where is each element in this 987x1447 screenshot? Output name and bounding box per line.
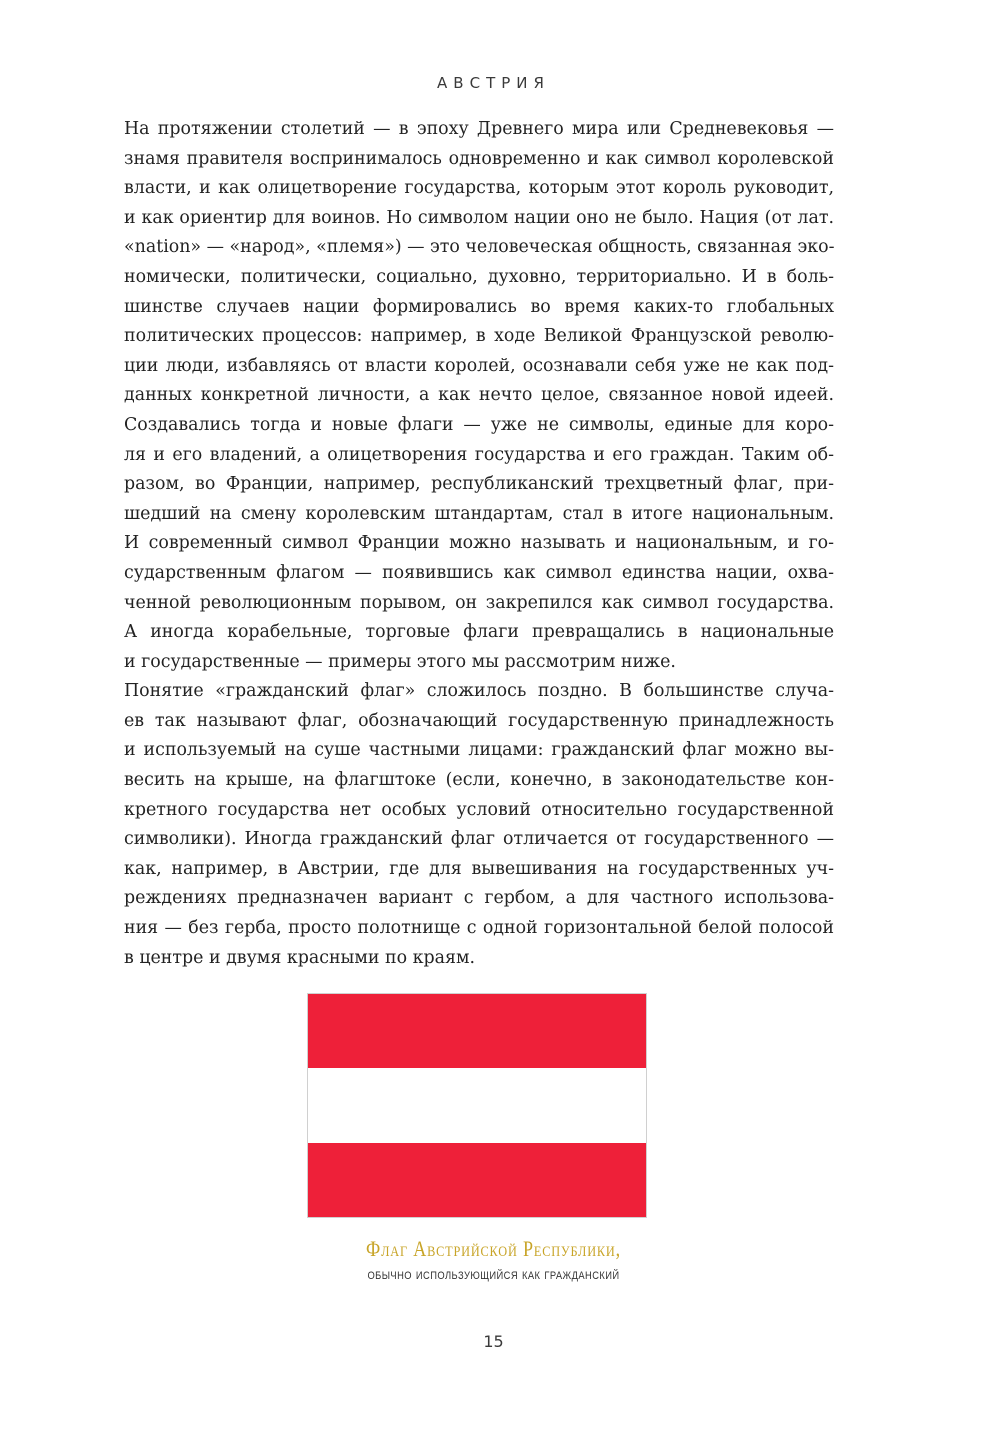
body-line: ля и его владений, а олицетворения государства и его граждан. Таким об- — [124, 444, 834, 465]
figure-caption-title: Флаг Австрийской Республики, — [366, 1236, 621, 1261]
body-line: шедший на смену королевским штандартам, стал в итоге национальным. — [124, 503, 834, 524]
flag-stripe-middle — [308, 1068, 646, 1142]
austria-flag-image — [307, 993, 647, 1218]
body-line: как, например, в Австрии, где для вывешивания на государственных уч- — [124, 858, 834, 879]
body-line: разом, во Франции, например, республиканский трехцветный флаг, при- — [124, 474, 834, 495]
body-line: Создавались тогда и новые флаги — уже не символы, единые для коро- — [124, 414, 834, 435]
body-line: ченной революционным порывом, он закрепился как символ государства. — [124, 592, 834, 613]
body-line: и государственные — примеры этого мы рассмотрим ниже. — [124, 651, 676, 672]
body-line: власти, и как олицетворение государства, которым этот король руководит, — [124, 178, 834, 199]
body-line: реждениях предназначен вариант с гербом, а для частного использова- — [124, 888, 834, 909]
body-line: кретного государства нет особых условий относительно государственной — [124, 799, 834, 820]
body-line: в центре и двумя красными по краям. — [124, 947, 476, 968]
flag-stripe-top — [308, 994, 646, 1068]
body-line: ния — без герба, просто полотнище с одной горизонтальной белой полосой — [124, 918, 834, 939]
body-line: и как ориентир для воинов. Но символом нации оно не было. Нация (от лат. — [124, 207, 834, 228]
body-line: шинстве случаев нации формировались во время каких-то глобальных — [124, 296, 834, 317]
body-line: весить на крыше, на флагштоке (если, конечно, в законодательстве кон- — [124, 770, 834, 791]
body-line: и используемый на суше частными лицами: гражданский флаг можно вы- — [124, 740, 834, 761]
body-line: символики). Иногда гражданский флаг отличается от государственного — — [124, 829, 834, 850]
flag-stripe-bottom — [308, 1143, 646, 1217]
body-line: Понятие «гражданский флаг» сложилось поздно. В большинстве случа- — [124, 681, 834, 702]
body-line: ции люди, избавляясь от власти королей, осознавали себя уже не как под- — [124, 355, 834, 376]
body-line: И современный символ Франции можно называть и национальным, и го- — [124, 533, 834, 554]
body-line: данных конкретной личности, а как нечто целое, связанное новой идеей. — [124, 385, 834, 406]
figure-caption-subtitle: обычно использующийся как гражданский — [367, 1266, 620, 1283]
body-line: сударственным флагом — появившись как символ единства нации, охва- — [124, 562, 834, 583]
body-line: А иногда корабельные, торговые флаги превращались в национальные — [124, 622, 834, 643]
body-line: ев так называют флаг, обозначающий государственную принадлежность — [124, 710, 834, 731]
body-line: На протяжении столетий — в эпоху Древнего мира или Средневековья — — [124, 119, 834, 139]
body-line: политических процессов: например, в ходе Великой Французской револю- — [124, 326, 834, 347]
page-number: 15 — [483, 1332, 504, 1351]
running-head: АВСТРИЯ — [437, 74, 550, 92]
body-line: знамя правителя воспринималось одновременно и как символ королевской — [124, 148, 834, 169]
body-line: «nation» — «народ», «племя») — это человеческая общность, связанная эко- — [124, 237, 835, 258]
body-line: номически, политически, социально, духовно, территориально. И в боль- — [124, 266, 834, 287]
body-text — [124, 115, 834, 973]
